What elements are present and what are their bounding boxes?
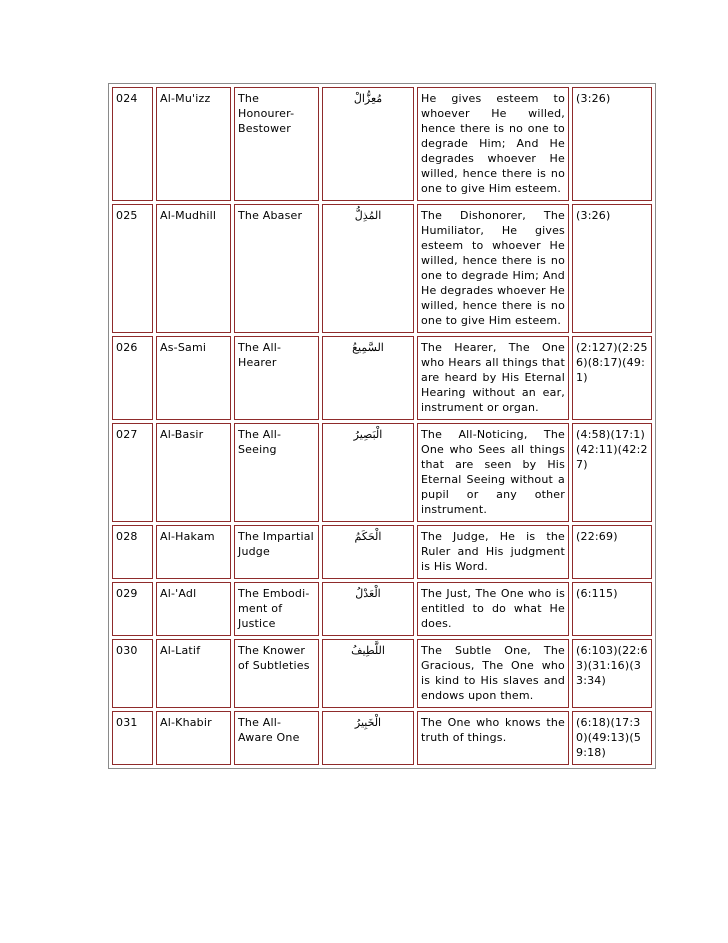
- name-arabic: الْعَدْلُ: [322, 582, 414, 636]
- name-number: 030: [112, 639, 153, 708]
- name-references: (6:18)(17:30)(49:13)(59:18): [572, 711, 652, 765]
- name-transliteration: Al-Latif: [156, 639, 231, 708]
- name-arabic: اللَّطِيفُ: [322, 639, 414, 708]
- name-english: The Embodi-ment of Justice: [234, 582, 319, 636]
- name-description: The Subtle One, The Gracious, The One who is kind to His slaves and endows upon them.: [417, 639, 569, 708]
- name-arabic: السَّمِيعُ: [322, 336, 414, 420]
- name-english: The Knower of Subtleties: [234, 639, 319, 708]
- name-english: The Honourer-Bestower: [234, 87, 319, 201]
- name-references: (3:26): [572, 204, 652, 333]
- name-arabic: الْخَبِيرُ: [322, 711, 414, 765]
- name-description: The Dishonorer, The Humiliator, He gives esteem to whoever He willed, hence there is no one to degrade Him; And He degrades whoever He willed, hence there is no one to give Him esteem.: [417, 204, 569, 333]
- name-arabic: مُعِزُّالْ: [322, 87, 414, 201]
- name-references: (2:127)(2:256)(8:17)(49:1): [572, 336, 652, 420]
- name-transliteration: Al-'Adl: [156, 582, 231, 636]
- name-number: 027: [112, 423, 153, 522]
- name-description: The One who knows the truth of things.: [417, 711, 569, 765]
- name-number: 031: [112, 711, 153, 765]
- name-number: 026: [112, 336, 153, 420]
- names-sheet: [108, 83, 652, 769]
- name-references: (6:115): [572, 582, 652, 636]
- names-table: [108, 83, 656, 769]
- name-english: The Abaser: [234, 204, 319, 333]
- name-transliteration: Al-Basir: [156, 423, 231, 522]
- name-transliteration: Al-Hakam: [156, 525, 231, 579]
- name-description: The Judge, He is the Ruler and His judgment is His Word.: [417, 525, 569, 579]
- name-number: 028: [112, 525, 153, 579]
- table-row: [112, 204, 652, 333]
- name-english: The All-Aware One: [234, 711, 319, 765]
- table-row: [112, 639, 652, 708]
- name-english: The Impartial Judge: [234, 525, 319, 579]
- name-references: (6:103)(22:63)(31:16)(33:34): [572, 639, 652, 708]
- name-arabic: المُذِلُّ: [322, 204, 414, 333]
- name-transliteration: Al-Khabir: [156, 711, 231, 765]
- name-number: 029: [112, 582, 153, 636]
- name-description: The Just, The One who is entitled to do what He does.: [417, 582, 569, 636]
- name-transliteration: Al-Mudhill: [156, 204, 231, 333]
- table-row: [112, 87, 652, 201]
- name-description: He gives esteem to whoever He willed, hence there is no one to degrade Him; And He degrades whoever He willed, hence there is no one to give Him esteem.: [417, 87, 569, 201]
- name-transliteration: Al-Mu'izz: [156, 87, 231, 201]
- name-description: The All-Noticing, The One who Sees all things that are seen by His Eternal Seeing without a pupil or any other instrument.: [417, 423, 569, 522]
- table-row: [112, 711, 652, 765]
- name-arabic: الْحَكَمُ: [322, 525, 414, 579]
- table-row: [112, 525, 652, 579]
- table-row: [112, 582, 652, 636]
- name-english: The All-Seeing: [234, 423, 319, 522]
- name-number: 024: [112, 87, 153, 201]
- name-references: (22:69): [572, 525, 652, 579]
- name-arabic: الْبَصِيرُ: [322, 423, 414, 522]
- name-references: (4:58)(17:1)(42:11)(42:27): [572, 423, 652, 522]
- name-english: The All-Hearer: [234, 336, 319, 420]
- name-number: 025: [112, 204, 153, 333]
- name-references: (3:26): [572, 87, 652, 201]
- table-row: [112, 336, 652, 420]
- name-transliteration: As-Sami: [156, 336, 231, 420]
- name-description: The Hearer, The One who Hears all things that are heard by His Eternal Hearing without an ear, instrument or organ.: [417, 336, 569, 420]
- table-row: [112, 423, 652, 522]
